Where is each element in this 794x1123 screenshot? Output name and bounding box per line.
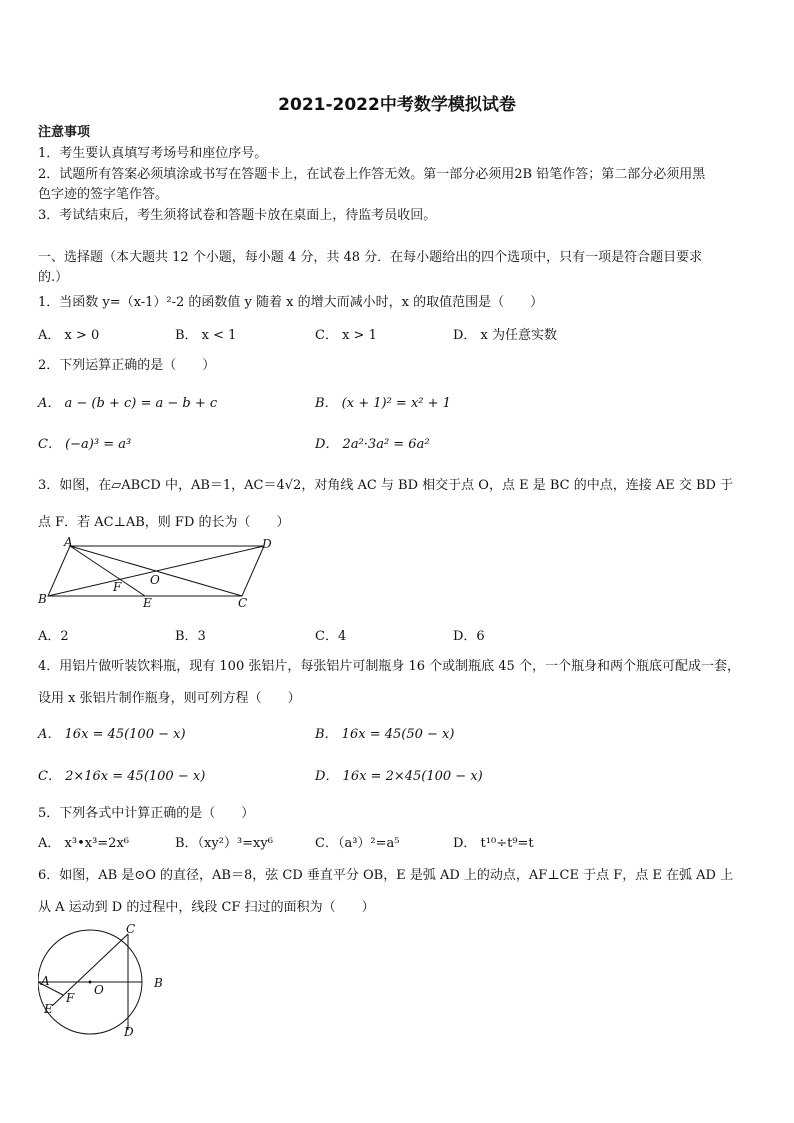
figure-label: F bbox=[66, 991, 75, 1005]
figure-label: D bbox=[124, 1025, 134, 1039]
q5-option-c: C．（a³）²=a⁵ bbox=[315, 836, 400, 851]
note-item: 色字迹的签字笔作答。 bbox=[38, 187, 169, 202]
q5-option-d: D． t¹⁰÷t⁹=t bbox=[453, 836, 534, 851]
q3-option-b: B．3 bbox=[175, 629, 206, 644]
q4-option-a: A． 16x = 45(100 − x) bbox=[38, 727, 186, 742]
question-5-stem: 5．下列各式中计算正确的是（ ） bbox=[38, 806, 255, 821]
parallelogram-figure bbox=[36, 536, 280, 612]
figure-label: D bbox=[262, 537, 272, 551]
note-item: 2．试题所有答案必须填涂或书写在答题卡上，在试卷上作答无效。第一部分必须用2B 铅笔作答；第二部分必须用黑 bbox=[38, 167, 706, 182]
q1-option-c: C． x > 1 bbox=[315, 328, 377, 343]
figure-label: A bbox=[41, 974, 50, 988]
q4-option-d: D． 16x = 2×45(100 − x) bbox=[315, 769, 483, 784]
figure-label: E bbox=[44, 1002, 53, 1016]
note-item: 3．考试结束后，考生须将试卷和答题卡放在桌面上，待监考员收回。 bbox=[38, 208, 437, 223]
q4-option-c: C． 2×16x = 45(100 − x) bbox=[38, 769, 206, 784]
q3-option-c: C．4 bbox=[315, 629, 347, 644]
q4-option-b: B． 16x = 45(50 − x) bbox=[315, 727, 455, 742]
question-6-stem-cont: 从 A 运动到 D 的过程中，线段 CF 扫过的面积为（ ） bbox=[38, 900, 375, 915]
figure-label: F bbox=[113, 580, 122, 594]
question-6-stem: 6．如图，AB 是⊙O 的直径，AB＝8，弦 CD 垂直平分 OB，E 是弧 AD 上的动点，AF⊥CE 于点 F，点 E 在弧 AD 上 bbox=[38, 868, 734, 883]
section-header: 一、选择题（本大题共 12 个小题，每小题 4 分，共 48 分．在每小题给出的四个选项中，只有一项是符合题目要求 bbox=[38, 250, 703, 265]
figure-label: O bbox=[94, 983, 104, 997]
question-1-stem: 1．当函数 y=（x-1）²-2 的函数值 y 随着 x 的增大而减小时，x 的取值范围是（ ） bbox=[38, 295, 544, 310]
q3-option-a: A．2 bbox=[38, 629, 69, 644]
q2-option-d: D． 2a²·3a² = 6a² bbox=[315, 437, 430, 452]
section-header-cont: 的.） bbox=[38, 270, 69, 285]
figure-label: B bbox=[38, 592, 47, 606]
figure-label: O bbox=[150, 573, 160, 587]
q2-option-a: A． a − (b + c) = a − b + c bbox=[38, 396, 218, 411]
circle-figure bbox=[38, 922, 168, 1042]
question-3-stem-cont: 点 F．若 AC⊥AB，则 FD 的长为（ ） bbox=[38, 515, 290, 530]
question-2-stem: 2．下列运算正确的是（ ） bbox=[38, 358, 216, 373]
page-title: 2021-2022中考数学模拟试卷 bbox=[278, 95, 516, 115]
q2-option-b: B． (x + 1)² = x² + 1 bbox=[315, 396, 451, 411]
question-3-stem: 3．如图，在▱ABCD 中，AB＝1，AC＝4√2，对角线 AC 与 BD 相交于点 O，点 E 是 BC 的中点，连接 AE 交 BD 于 bbox=[38, 478, 734, 493]
figure-label: B bbox=[154, 976, 163, 990]
q5-option-a: A． x³•x³=2x⁶ bbox=[38, 836, 129, 851]
q1-option-a: A． x > 0 bbox=[38, 328, 100, 343]
question-4-stem-cont: 设用 x 张铝片制作瓶身，则可列方程（ ） bbox=[38, 691, 301, 706]
q1-option-d: D． x 为任意实数 bbox=[453, 328, 558, 343]
question-4-stem: 4．用铝片做听装饮料瓶，现有 100 张铝片，每张铝片可制瓶身 16 个或制瓶底 45 个，一个瓶身和两个瓶底可配成一套， bbox=[38, 659, 740, 674]
figure-label: A bbox=[64, 536, 73, 549]
note-item: 1．考生要认真填写考场号和座位序号。 bbox=[38, 146, 268, 161]
q2-option-c: C． (−a)³ = a³ bbox=[38, 437, 132, 452]
q5-option-b: B．（xy²）³=xy⁶ bbox=[175, 836, 273, 851]
notes-heading: 注意事项 bbox=[38, 125, 91, 140]
figure-label: E bbox=[143, 596, 152, 610]
figure-label: C bbox=[238, 596, 248, 610]
q3-option-d: D．6 bbox=[453, 629, 485, 644]
q1-option-b: B． x < 1 bbox=[175, 328, 237, 343]
figure-label: C bbox=[126, 922, 136, 936]
